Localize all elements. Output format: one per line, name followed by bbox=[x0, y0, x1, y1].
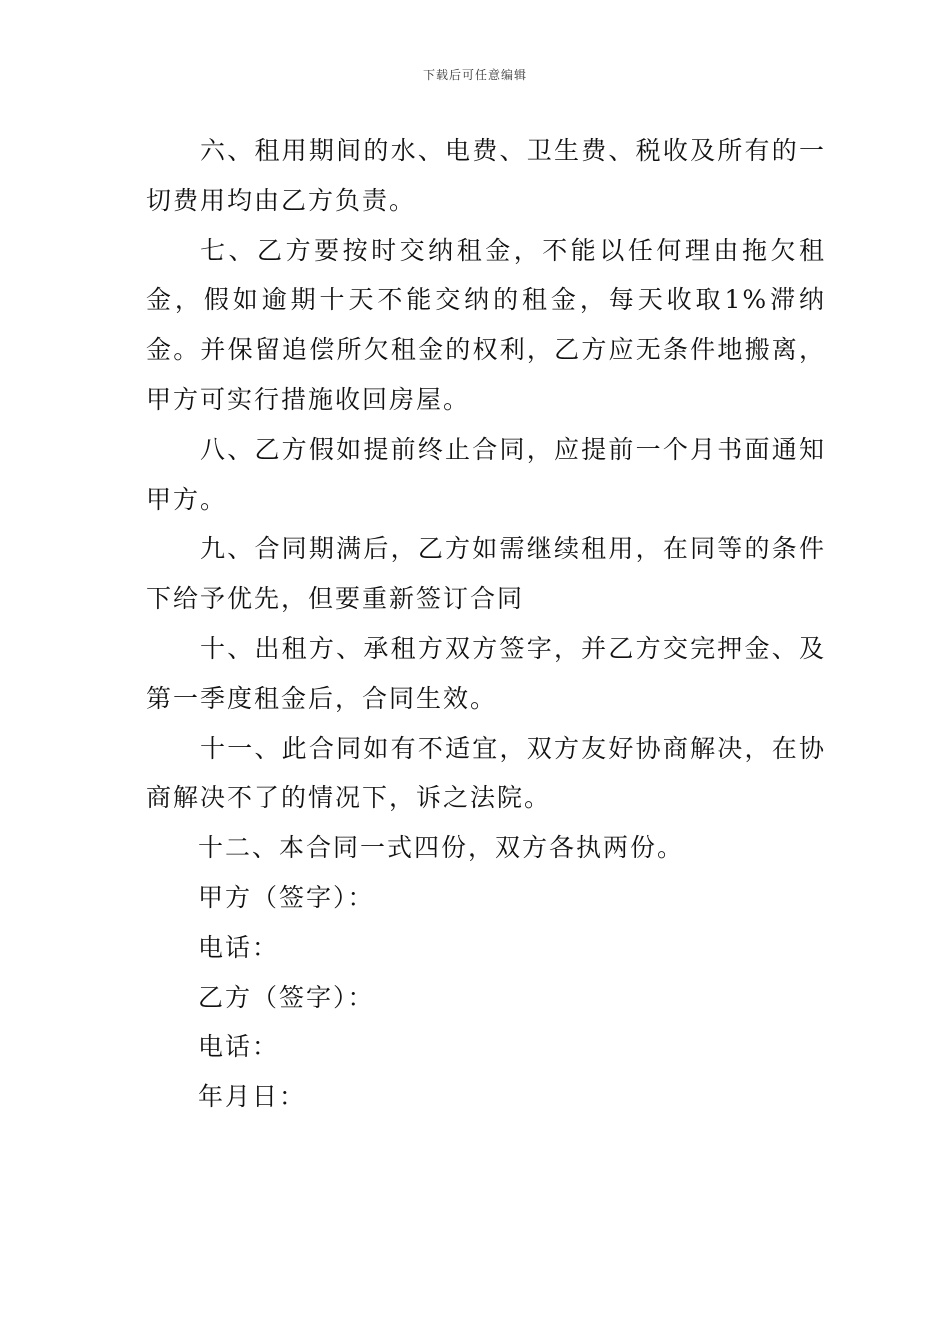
party-a-signature-line: 甲方（签字）： bbox=[198, 882, 375, 912]
party-a-phone-line: 电话： bbox=[198, 932, 280, 962]
clause-7: 七、乙方要按时交纳租金，不能以任何理由拖欠租金，假如逾期十天不能交纳的租金，每天收取1%滞纳金。并保留追偿所欠租金的权利，乙方应无条件地搬离，甲方可实行措施收回房屋。 bbox=[146, 235, 826, 414]
party-b-signature-line: 乙方（签字）： bbox=[198, 982, 375, 1012]
clause-6: 六、租用期间的水、电费、卫生费、税收及所有的一切费用均由乙方负责。 bbox=[146, 136, 826, 215]
party-b-phone-line: 电话： bbox=[198, 1032, 280, 1062]
clause-11: 十一、此合同如有不适宜，双方友好协商解决，在协商解决不了的情况下，诉之法院。 bbox=[146, 733, 826, 813]
clause-9: 九、合同期满后，乙方如需继续租用，在同等的条件下给予优先，但要重新签订合同 bbox=[146, 534, 826, 614]
page-header: 下载后可任意编辑 bbox=[422, 68, 527, 82]
clause-10: 十、出租方、承租方双方签字，并乙方交完押金、及第一季度租金后，合同生效。 bbox=[146, 633, 826, 713]
date-line: 年月日： bbox=[198, 1082, 307, 1112]
document-body bbox=[146, 126, 826, 1122]
clause-12-copies: 十二、本合同一式四份，双方各执两份。 bbox=[198, 833, 685, 863]
clause-8: 八、乙方假如提前终止合同，应提前一个月书面通知甲方。 bbox=[146, 434, 826, 514]
